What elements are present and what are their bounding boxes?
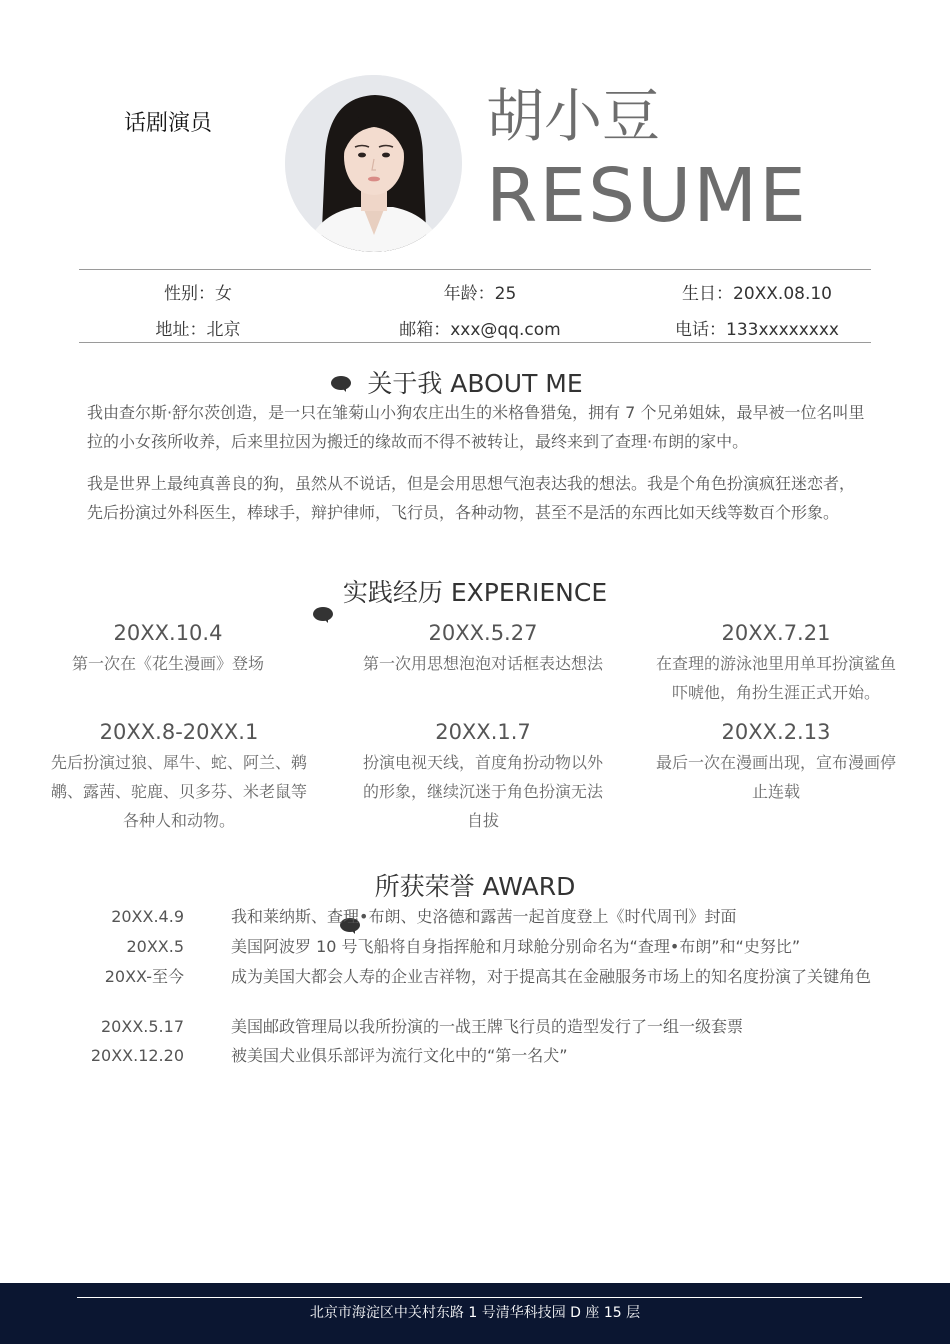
experience-item	[348, 618, 618, 678]
person-name: 胡小豆	[486, 82, 661, 150]
experience-date: 20XX.7.21	[721, 621, 831, 645]
award-title: 所获荣誉 AWARD	[374, 872, 576, 901]
award-date: 20XX.5.17	[101, 1017, 184, 1036]
footer-bar	[0, 1283, 950, 1344]
award-date: 20XX-至今	[104, 967, 184, 986]
award-text: 我和莱纳斯、查理•布朗、史洛德和露茜一起首度登上《时代周刊》封面	[231, 907, 737, 926]
experience-date: 20XX.5.27	[428, 621, 538, 645]
info-gender: 性别：女	[164, 284, 232, 304]
experience-text: 第一次用思想泡泡对话框表达想法	[362, 654, 603, 673]
about-paragraph-1: 我由查尔斯·舒尔茨创造，是一只在雏菊山小狗农庄出生的米格鲁猎兔，拥有 7 个兄弟姐妹，最早被一位名叫里拉的小女孩所收养，后来里拉因为搬迁的缘故而不得不被转让，最终来到了查理·布朗的家中。	[87, 403, 865, 451]
experience-item	[641, 618, 911, 707]
experience-text: 扮演电视天线，首度角扮动物以外的形象，继续沉迷于角色扮演无法自拔	[362, 753, 603, 830]
experience-date: 20XX.8-20XX.1	[99, 720, 259, 744]
speech-bubble-icon	[313, 607, 333, 623]
experience-text: 在查理的游泳池里用单耳扮演鲨鱼吓唬他，角扮生涯正式开始。	[656, 654, 897, 702]
about-paragraph-2: 我是世界上最纯真善良的狗，虽然从不说话，但是会用思想气泡表达我的想法。我是个角色扮演疯狂迷恋者，先后扮演过外科医生，棒球手，辩护律师，飞行员，各种动物，甚至不是活的东西比如天线等数百个形象。	[87, 474, 856, 522]
experience-date: 20XX.10.4	[113, 621, 223, 645]
experience-item	[44, 717, 314, 835]
footer-address: 北京市海淀区中关村东路 1 号清华科技园 D 座 15 层	[309, 1305, 641, 1321]
experience-text: 最后一次在漫画出现，宣布漫画停止连载	[655, 753, 896, 801]
info-birthday: 生日：20XX.08.10	[682, 284, 832, 304]
experience-item	[348, 717, 618, 835]
experience-item	[641, 717, 911, 806]
speech-bubble-icon	[331, 376, 351, 392]
job-role: 话剧演员	[124, 111, 213, 136]
experience-date: 20XX.2.13	[721, 720, 831, 744]
award-date: 20XX.4.9	[111, 907, 184, 926]
award-date: 20XX.12.20	[90, 1046, 184, 1065]
experience-text: 第一次在《花生漫画》登场	[71, 654, 264, 673]
award-date: 20XX.5	[126, 937, 184, 956]
info-address: 地址：北京	[155, 320, 241, 340]
info-bottom-divider	[79, 342, 871, 343]
info-age: 年龄：25	[443, 284, 517, 304]
footer-divider	[77, 1297, 862, 1298]
experience-text: 先后扮演过狼、犀牛、蛇、阿兰、鹈鹕、露茜、驼鹿、贝多芬、米老鼠等各种人和动物。	[50, 753, 307, 830]
portrait-illustration	[285, 75, 462, 252]
experience-item	[33, 618, 303, 678]
award-text: 美国邮政管理局以我所扮演的一战王牌飞行员的造型发行了一组一级套票	[231, 1017, 744, 1036]
resume-heading: RESUME	[486, 153, 808, 239]
award-text: 美国阿波罗 10 号飞船将自身指挥舱和月球舱分别命名为“查理•布朗”和“史努比”	[231, 937, 801, 956]
experience-date: 20XX.1.7	[435, 720, 531, 744]
about-title: 关于我 ABOUT ME	[367, 369, 583, 398]
info-phone: 电话：133xxxxxxxx	[675, 320, 839, 340]
profile-photo	[285, 75, 462, 252]
info-email: 邮箱：xxx@qq.com	[399, 320, 561, 340]
info-top-divider	[79, 269, 871, 270]
award-text: 被美国犬业俱乐部评为流行文化中的“第一名犬”	[231, 1046, 568, 1065]
experience-title: 实践经历 EXPERIENCE	[342, 578, 608, 607]
award-text: 成为美国大都会人寿的企业吉祥物，对于提高其在金融服务市场上的知名度扮演了关键角色	[231, 967, 872, 986]
